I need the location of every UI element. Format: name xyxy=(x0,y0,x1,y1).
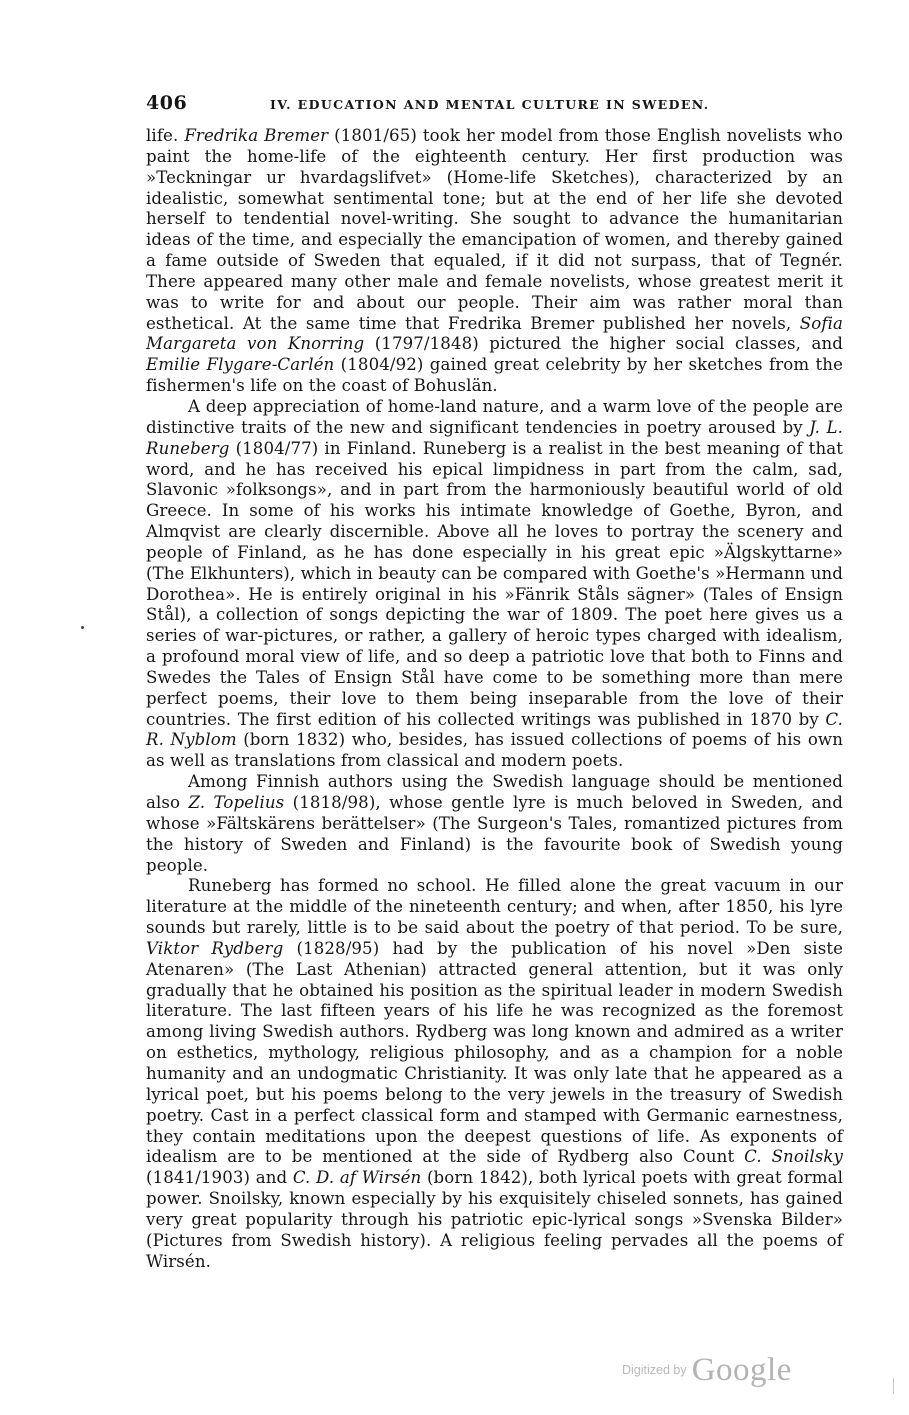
author-name: Sofia Margareta von Knorring xyxy=(146,313,843,354)
author-name: J. L. Runeberg xyxy=(146,417,843,458)
text-segment: Among Finnish authors using the Swedish language should be mentioned also xyxy=(146,772,843,812)
text-segment: (1797/1848) pictured the higher social classes, and xyxy=(364,334,843,354)
author-name: C. R. Nyblom xyxy=(146,709,843,750)
text-segment: (1804/77) in Finland. Runeberg is a realist in the best meaning of that word, and he has received his epical limpidness in part from the calm, sad, Slavonic »folksongs», and in part from the harmoniously beautiful world of old Greece. In some of his works his intimate knowledge of Goethe, Byron, and Almqvist are clearly discernible. Above all he loves to portray the scenery and people of Finland, as he has done especially in his great epic »Älgskyttarne» (The Elkhunters), which in beauty can be compared with Goethe's »Hermann und Dorothea». He is entirely original in his »Fänrik Ståls sägner» (Tales of Ensign Stål), a collection of songs depicting the war of 1809. The poet here gives us a series of war-pictures, or rather, a gallery of heroic types charged with idealism, a profound moral view of life, and so deep a patriotic love that both to Finns and Swedes the Tales of Ensign Stål have come to be something more than mere perfect poems, their love to them being inseparable from the love of their countries. The first edition of his collected writings was published in 1870 by xyxy=(146,438,843,729)
text-segment: A deep appreciation of home-land nature, and a warm love of the people are distinctive traits of the new and significant tendencies in poetry aroused by xyxy=(146,396,843,437)
text-segment: (born 1832) who, besides, has issued collections of poems of his own as well as translations from classical and modern poets. xyxy=(146,730,844,771)
paragraph xyxy=(146,772,843,876)
watermark-prefix: Digitized by xyxy=(622,1363,687,1377)
author-name: Fredrika Bremer xyxy=(184,126,329,145)
author-name: C. D. af Wirsén xyxy=(292,1168,422,1188)
paragraph xyxy=(146,876,843,1272)
digitization-watermark xyxy=(622,1352,792,1389)
page-edge-mark xyxy=(893,1378,894,1394)
page-number: 406 xyxy=(146,92,188,114)
text-segment: life. xyxy=(146,126,185,145)
text-segment: (born 1842), both lyrical poets with great formal power. Snoilsky, known especially by his exquisitely chiseled sonnets, has gained very great popularity through his patriotic epic-lyrical songs »Svenska Bilder» (Pictures from Swedish history). A religious feeling pervades all the poems of Wirsén. xyxy=(146,1168,843,1271)
paragraph xyxy=(146,397,843,772)
google-logo: Google xyxy=(691,1352,792,1388)
text-segment: (1804/92) gained great celebrity by her sketches from the fishermen's life on the coast of Bohuslän. xyxy=(146,355,843,396)
text-segment: (1801/65) took her model from those English novelists who paint the home-life of the eighteenth century. Her first production was »Teckningar ur hvardagslifvet» (Home-life Sketches), characterized by an idealistic, somewhat sentimental tone; but at the end of her life she devoted herself to tendential novel-writing. She sought to advance the humanitarian ideas of the time, and especially the emancipation of women, and thereby gained a fame outside of Sweden that equaled, if it did not surpass, that of Tegnér. There appeared many other male and female novelists, whose greatest merit it was to write for and about our people. Their aim was rather moral than esthetical. At the same time that Fredrika Bremer published her novels, xyxy=(146,126,843,333)
scan-speck xyxy=(81,626,84,629)
text-segment: (1828/95) had by the publication of his novel »Den siste Atenaren» (The Last Athenian) attracted general attention, but it was only gradually that he obtained his position as the spiritual leader in modern Swedish literature. The last fifteen years of his life he was recognized as the foremost among living Swedish authors. Rydberg was long known and admired as a writer on esthetics, mythology, religious philosophy, and as a champion for a noble humanity and an undogmatic Christianity. It was only late that he appeared as a lyrical poet, but his poems belong to the very jewels in the treasury of Swedish poetry. Cast in a perfect classical form and stamped with Germanic earnestness, they contain meditations upon the deepest questions of life. As exponents of idealism are to be mentioned at the side of Rydberg also Count xyxy=(146,938,844,1167)
author-name: Viktor Rydberg xyxy=(146,938,284,958)
author-name: Z. Topelius xyxy=(188,793,285,812)
body-text xyxy=(146,126,843,1272)
running-head: IV. EDUCATION AND MENTAL CULTURE IN SWEDEN. xyxy=(270,97,710,112)
author-name: C. Snoilsky xyxy=(744,1147,843,1167)
text-segment: Runeberg has formed no school. He filled alone the great vacuum in our literature at the middle of the nineteenth century; and when, after 1850, his lyre sounds but rarely, little is to be said about the poetry of that period. To be sure, xyxy=(146,876,843,938)
page-header xyxy=(146,92,840,118)
text-segment: (1841/1903) and xyxy=(146,1168,293,1188)
text-segment: (1818/98), whose gentle lyre is much beloved in Sweden, and whose »Fältskärens berättelser» (The Surgeon's Tales, romantized pictures from the history of Sweden and Finland) is the favourite book of Swedish young people. xyxy=(146,793,844,875)
paragraph xyxy=(146,126,843,397)
author-name: Emilie Flygare-Carlén xyxy=(146,355,335,375)
